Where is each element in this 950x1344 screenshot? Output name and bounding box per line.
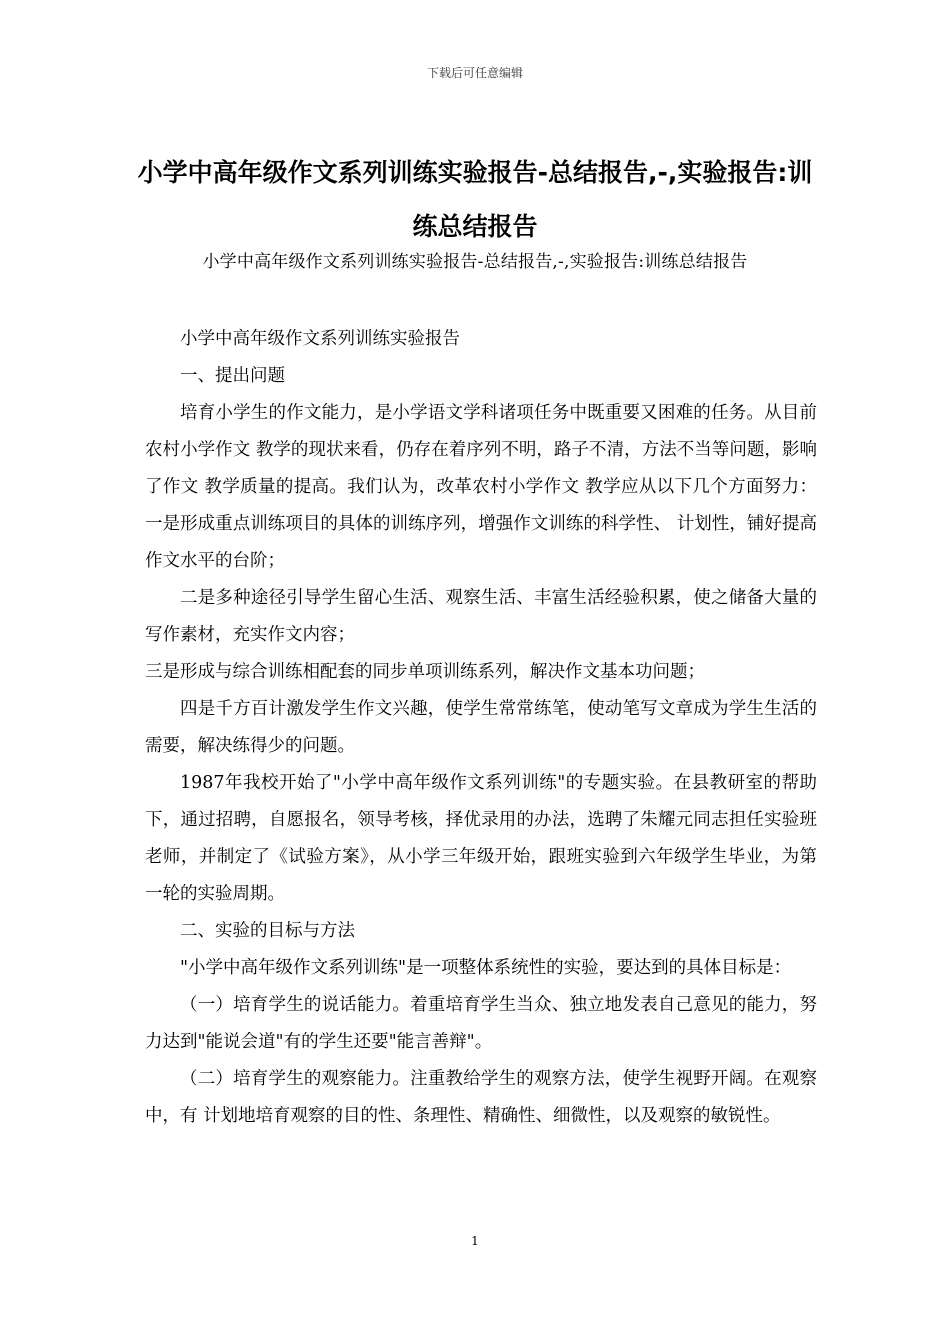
report-heading: 小学中高年级作文系列训练实验报告 [180,329,460,349]
body-paragraph: 二是多种途径引导学生留心生活、观察生活、丰富生活经验积累，使之储备大量的写作素材，充实作文内容； [145,588,817,645]
body-paragraph: 1987年我校开始了"小学中高年级作文系列训练"的专题实验。在县教研室的帮助下，通过招聘，自愿报名，领导考核，择优录用的办法，选聘了朱耀元同志担任实验班老师，并制定了《试验方案》，从小学三年级开始，跟班实验到六年级学生毕业，为第一轮的实验周期。 [145,773,817,904]
section-heading-2: 二、实验的目标与方法 [180,921,355,941]
document-title: 小学中高年级作文系列训练实验报告-总结报告,-,实验报告:训练总结报告 [137,158,813,241]
document-body [145,321,817,1135]
page-number: 1 [471,1234,479,1248]
body-paragraph: 三是形成与综合训练相配套的同步单项训练系列，解决作文基本功问题； [145,662,705,682]
body-paragraph: 四是千方百计激发学生作文兴趣，使学生常常练笔，使动笔写文章成为学生生活的需要，解决练得少的问题。 [145,699,817,756]
document-subtitle: 小学中高年级作文系列训练实验报告-总结报告,-,实验报告:训练总结报告 [202,252,748,272]
body-paragraph: （一）培育学生的说话能力。着重培育学生当众、独立地发表自己意见的能力，努力达到"能说会道"有的学生还要"能言善辩"。 [145,995,817,1052]
body-paragraph: 培育小学生的作文能力，是小学语文学科诸项任务中既重要又困难的任务。从目前农村小学作文 教学的现状来看，仍存在着序列不明，路子不清，方法不当等问题，影响了作文 教学质量的提高。我们认为，改革农村小学作文 教学应从以下几个方面努力：一是形成重点训练项目的具体的训练序列，增强作文训练的科学性、 计划性，铺好提高作文水平的台阶； [145,403,817,571]
page-header: 下载后可任意编辑 [426,66,523,80]
body-paragraph: "小学中高年级作文系列训练"是一项整体系统性的实验，要达到的具体目标是： [180,958,792,978]
body-paragraph: （二）培育学生的观察能力。注重教给学生的观察方法，使学生视野开阔。在观察中，有 计划地培育观察的目的性、条理性、精确性、细微性，以及观察的敏锐性。 [145,1069,817,1126]
section-heading-1: 一、提出问题 [180,366,285,386]
